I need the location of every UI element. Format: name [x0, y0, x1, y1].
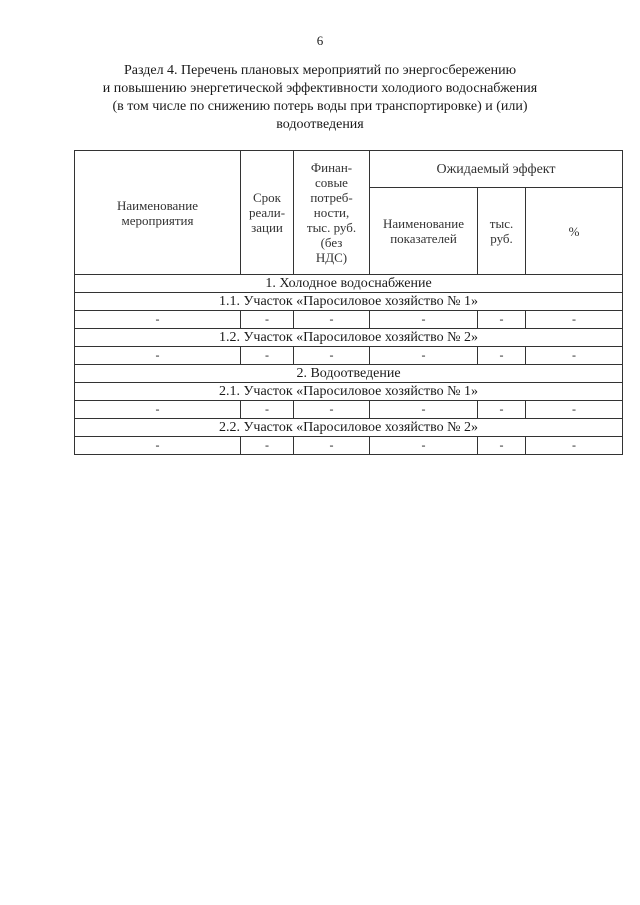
section-title-line: и повышению энергетической эффективности холодиого водоснабжения — [102, 81, 538, 96]
header-term: Срок реали- зации — [241, 151, 294, 275]
table-cell: - — [478, 437, 526, 455]
section-title — [70, 62, 570, 134]
measures-table — [74, 150, 623, 455]
table-body — [75, 275, 623, 455]
section-label: 2. Водоотведение — [75, 365, 623, 383]
table-row — [75, 401, 623, 419]
subsection-label: 2.1. Участок «Паросиловое хозяйство № 1» — [75, 383, 623, 401]
table-row — [75, 437, 623, 455]
table-cell: - — [370, 401, 478, 419]
table-cell: - — [241, 311, 294, 329]
table-cell: - — [294, 437, 370, 455]
table-cell: - — [75, 437, 241, 455]
table-cell: - — [526, 347, 623, 365]
table-cell: - — [75, 311, 241, 329]
table-cell: - — [294, 311, 370, 329]
section-row — [75, 275, 623, 293]
header-measure-name: Наименование мероприятия — [75, 151, 241, 275]
section-row — [75, 365, 623, 383]
table-cell: - — [526, 401, 623, 419]
header-thousand-rub: тыс. руб. — [478, 188, 526, 275]
table-cell: - — [478, 347, 526, 365]
table-cell: - — [294, 401, 370, 419]
subsection-row — [75, 293, 623, 311]
table-cell: - — [75, 401, 241, 419]
table-cell: - — [370, 311, 478, 329]
header-expected-effect: Ожидаемый эффект — [370, 151, 623, 188]
subsection-label: 2.2. Участок «Паросиловое хозяйство № 2» — [75, 419, 623, 437]
table-cell: - — [241, 437, 294, 455]
table-cell: - — [370, 437, 478, 455]
subsection-row — [75, 419, 623, 437]
subsection-label: 1.1. Участок «Паросиловое хозяйство № 1» — [75, 293, 623, 311]
table-cell: - — [241, 401, 294, 419]
table-cell: - — [526, 437, 623, 455]
table-row — [75, 311, 623, 329]
page-number: 6 — [316, 33, 324, 48]
table-cell: - — [370, 347, 478, 365]
header-indicators: Наименование показателей — [370, 188, 478, 275]
header-percent: % — [526, 188, 623, 275]
section-label: 1. Холодное водоснабжение — [75, 275, 623, 293]
table-cell: - — [478, 401, 526, 419]
section-title-line: водоотведения — [276, 117, 364, 132]
table-row — [75, 347, 623, 365]
subsection-row — [75, 329, 623, 347]
subsection-label: 1.2. Участок «Паросиловое хозяйство № 2» — [75, 329, 623, 347]
table-cell: - — [294, 347, 370, 365]
table-cell: - — [478, 311, 526, 329]
section-title-line: Раздел 4. Перечень плановых мероприятий по энергосбережению — [123, 63, 517, 78]
header-financial-needs: Финан- совые потреб- ности, тыс. руб. (без НДС) — [294, 151, 370, 275]
subsection-row — [75, 383, 623, 401]
section-title-line: (в том числе по снижению потерь воды при транспортировке) и (или) — [112, 99, 528, 114]
table-cell: - — [75, 347, 241, 365]
table-cell: - — [241, 347, 294, 365]
table-cell: - — [526, 311, 623, 329]
